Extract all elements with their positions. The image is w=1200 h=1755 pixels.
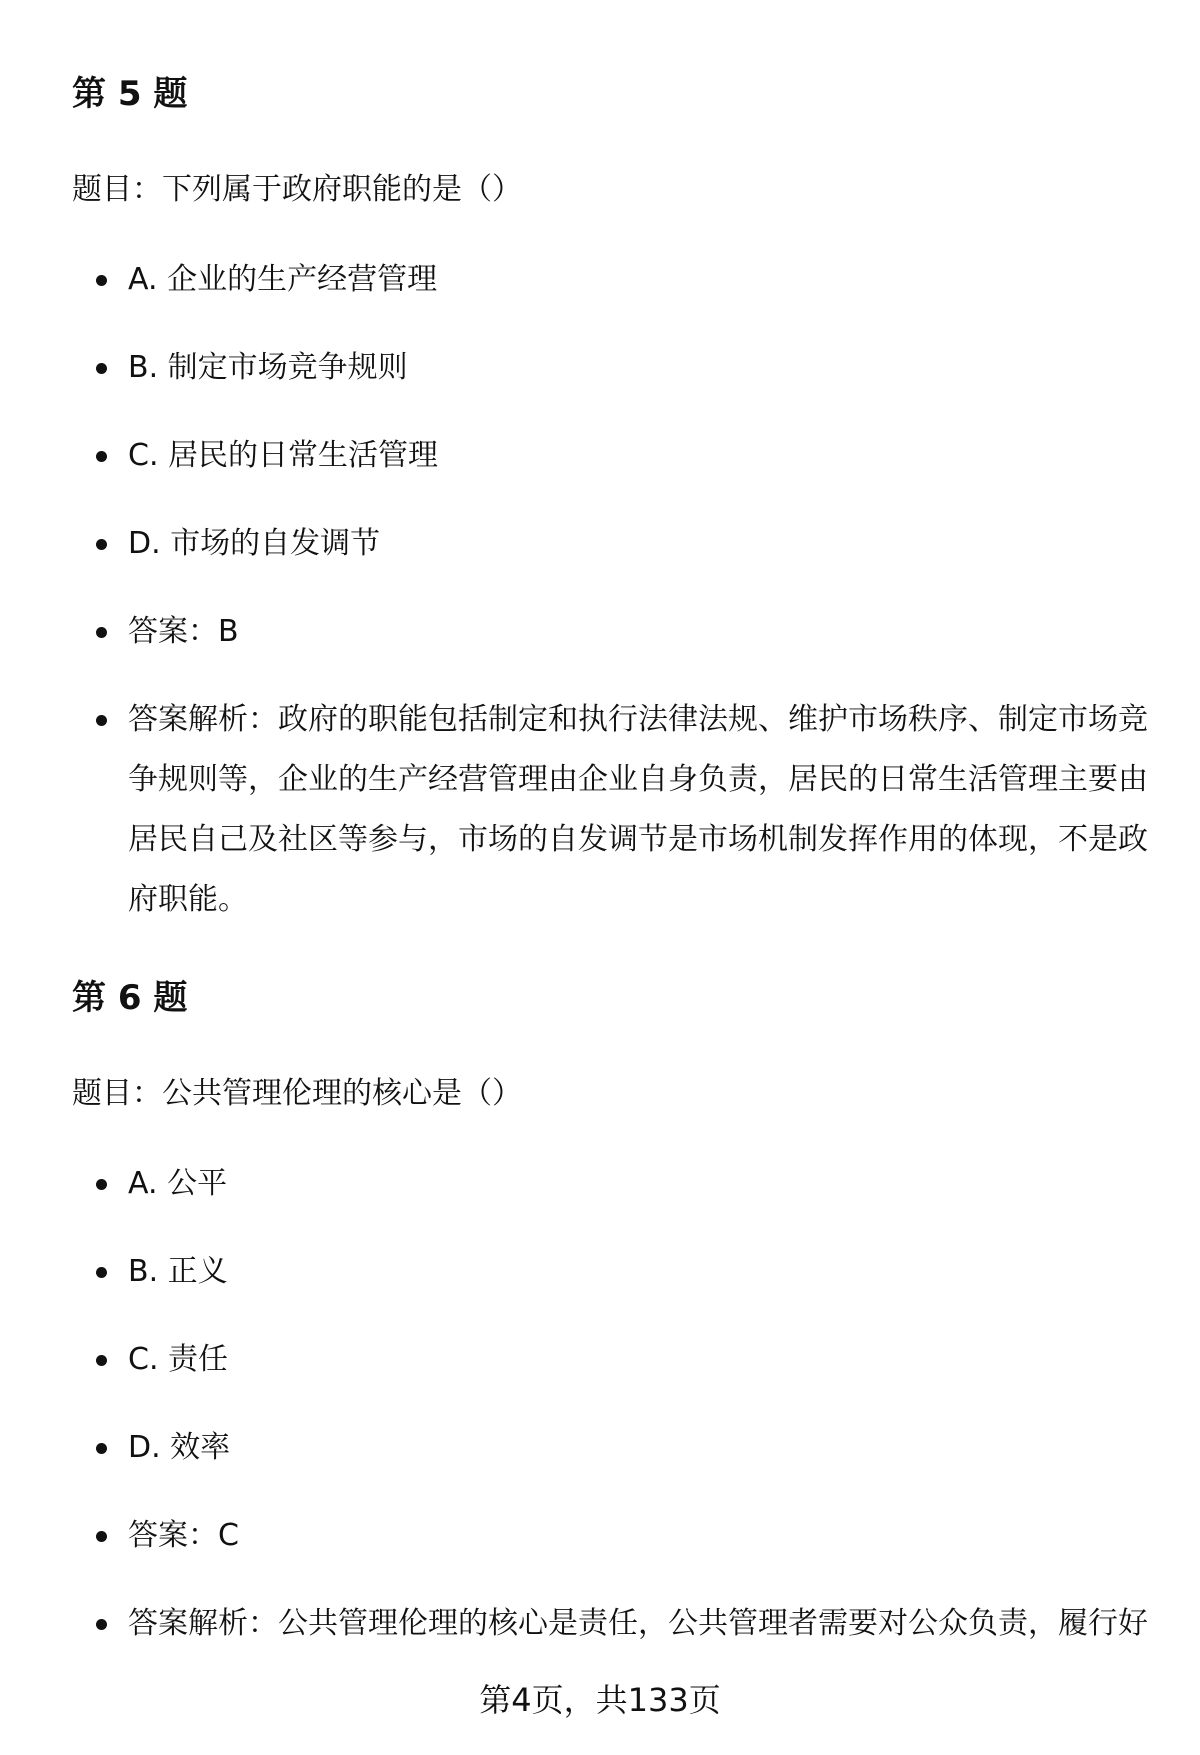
bullet-icon (96, 1531, 107, 1542)
question-5-option-b (128, 338, 1148, 398)
bullet-icon (96, 275, 107, 286)
question-6-option-a (128, 1154, 1148, 1214)
option-text: B. 制定市场竞争规则 (128, 350, 408, 385)
question-6-option-b (128, 1242, 1148, 1302)
question-6-option-d (128, 1418, 1148, 1478)
question-6-answer (128, 1506, 1148, 1566)
option-text: C. 责任 (128, 1342, 229, 1377)
bullet-icon (96, 715, 107, 726)
question-5-option-d (128, 514, 1148, 574)
explanation-text: 答案解析：公共管理伦理的核心是责任，公共管理者需要对公众负责，履行好 (128, 1606, 1148, 1641)
question-6-heading: 第 6 题 (72, 978, 188, 1018)
option-text: D. 市场的自发调节 (128, 526, 381, 561)
bullet-icon (96, 1355, 107, 1366)
answer-text: 答案：C (128, 1518, 239, 1553)
question-6-option-c (128, 1330, 1148, 1390)
option-text: B. 正义 (128, 1254, 228, 1289)
option-text: C. 居民的日常生活管理 (128, 438, 439, 473)
question-5-heading: 第 5 题 (72, 74, 188, 114)
option-text: A. 公平 (128, 1166, 228, 1201)
bullet-icon (96, 1267, 107, 1278)
explanation-text: 答案解析：政府的职能包括制定和执行法律法规、维护市场秩序、制定市场竞争规则等，企业的生产经营管理由企业自身负责，居民的日常生活管理主要由居民自己及社区等参与，市场的自发调节是市场机制发挥作用的体现，不是政府职能。 (128, 702, 1148, 917)
answer-text: 答案：B (128, 614, 239, 649)
bullet-icon (96, 363, 107, 374)
question-5-option-c (128, 426, 1148, 486)
bullet-icon (96, 627, 107, 638)
bullet-icon (96, 1179, 107, 1190)
option-text: D. 效率 (128, 1430, 231, 1465)
bullet-icon (96, 1619, 107, 1630)
question-5-option-a (128, 250, 1148, 310)
bullet-icon (96, 451, 107, 462)
question-6-explanation (128, 1594, 1148, 1654)
question-5-answer (128, 602, 1148, 662)
question-5-stem: 题目：下列属于政府职能的是（） (72, 172, 522, 207)
bullet-icon (96, 1443, 107, 1454)
question-5-explanation (128, 690, 1148, 930)
question-6-stem: 题目：公共管理伦理的核心是（） (72, 1076, 522, 1111)
option-text: A. 企业的生产经营管理 (128, 262, 438, 297)
page-number: 第4页，共133页 (479, 1681, 721, 1719)
bullet-icon (96, 539, 107, 550)
